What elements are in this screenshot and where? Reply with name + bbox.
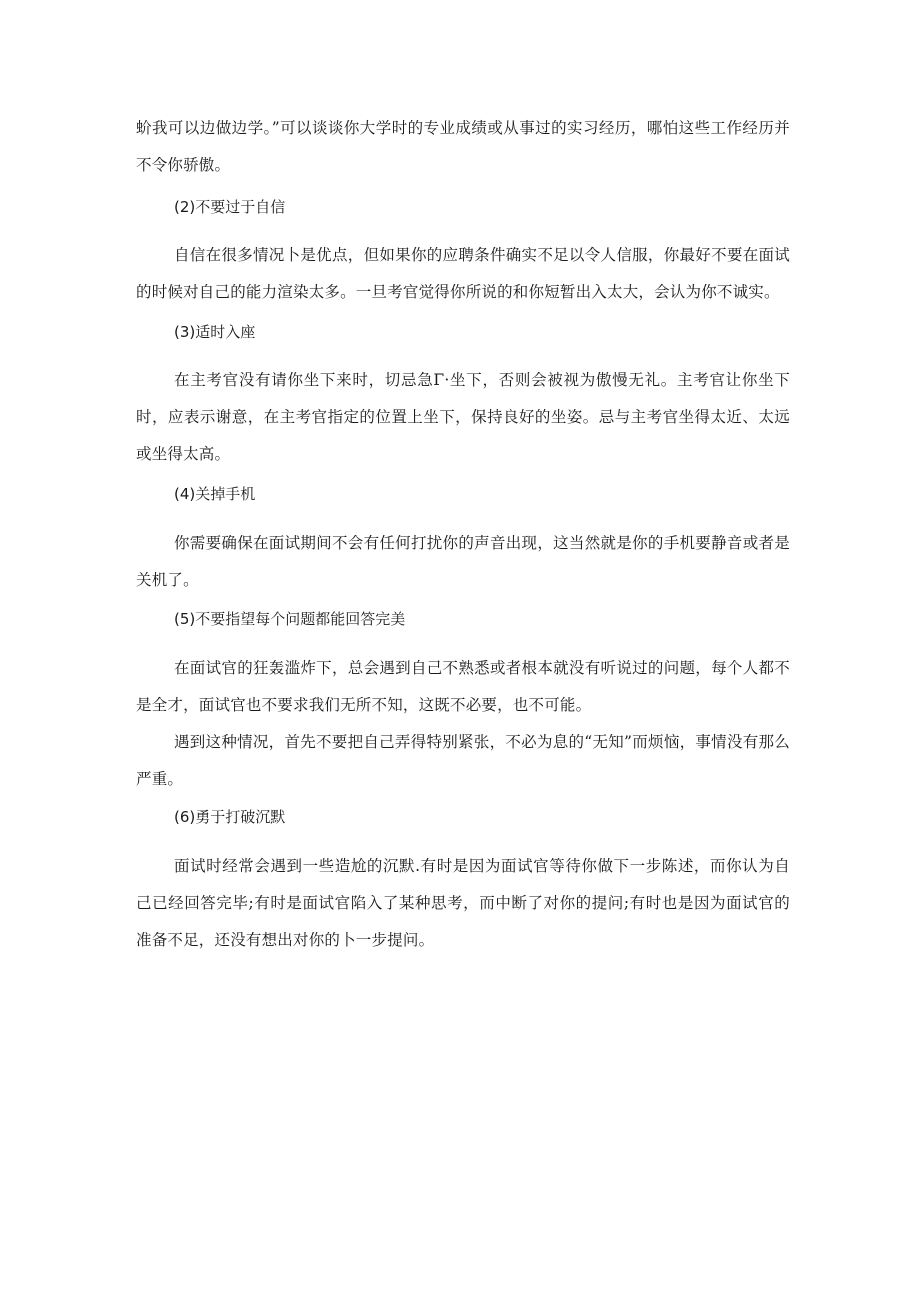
paragraph-phone: 你需要确保在面试期间不会有任何打扰你的声音出现，这当然就是你的手机要静音或者是关机了。 [136, 534, 790, 589]
heading-not-perfect-answers: (5)不要指望每个问题都能回答完美 [174, 610, 406, 628]
paragraph-intro-continuation: 蚧我可以边做边学。”可以谈谈你大学时的专业成绩或从事过的实习经历，哪怕这些工作经历并不令你骄傲。 [136, 119, 790, 174]
heading-break-silence: (6)勇于打破沉默 [174, 808, 286, 826]
paragraph-silence: 面试时经常会遇到一些造尬的沉默.有时是因为面试官等待你做下一步陈述，而你认为自己已经回答完毕;有时是面试官陷入了某种思考，而中断了对你的提问;有时也是因为面试官的准备不足，还没有想出对你的卜一步提问。 [136, 857, 790, 949]
paragraph-stay-calm: 遇到这种情况，首先不要把自己弄得特别紧张，不必为息的“无知”而烦恼，事情没有那么严重。 [136, 733, 790, 788]
heading-dont-be-overconfident: (2)不要过于自信 [174, 198, 286, 216]
heading-turn-off-phone: (4)关掉手机 [174, 485, 256, 503]
paragraph-seating: 在主考官没有请你坐下来时，切忌急Γ·坐下，否则会被视为傲慢无礼。主考官让你坐下时，应表示谢意，在主考官指定的位置上坐下，保持良好的坐姿。忌与主考官坐得太近、太远或坐得太高。 [136, 371, 790, 463]
paragraph-confidence: 自信在很多情况卜是优点，但如果你的应聘条件确实不足以令人信服，你最好不要在面试的时候对自己的能力渲染太多。一旦考官觉得你所说的和你短暂出入太大，会认为你不诚实。 [136, 246, 790, 301]
heading-timely-seating: (3)适时入座 [174, 323, 256, 341]
paragraph-unknown-questions: 在面试官的狂轰滥炸下，总会遇到自己不熟悉或者根本就没有听说过的问题，每个人都不是全才，面试官也不要求我们无所不知，这既不必要，也不可能。 [136, 659, 790, 714]
